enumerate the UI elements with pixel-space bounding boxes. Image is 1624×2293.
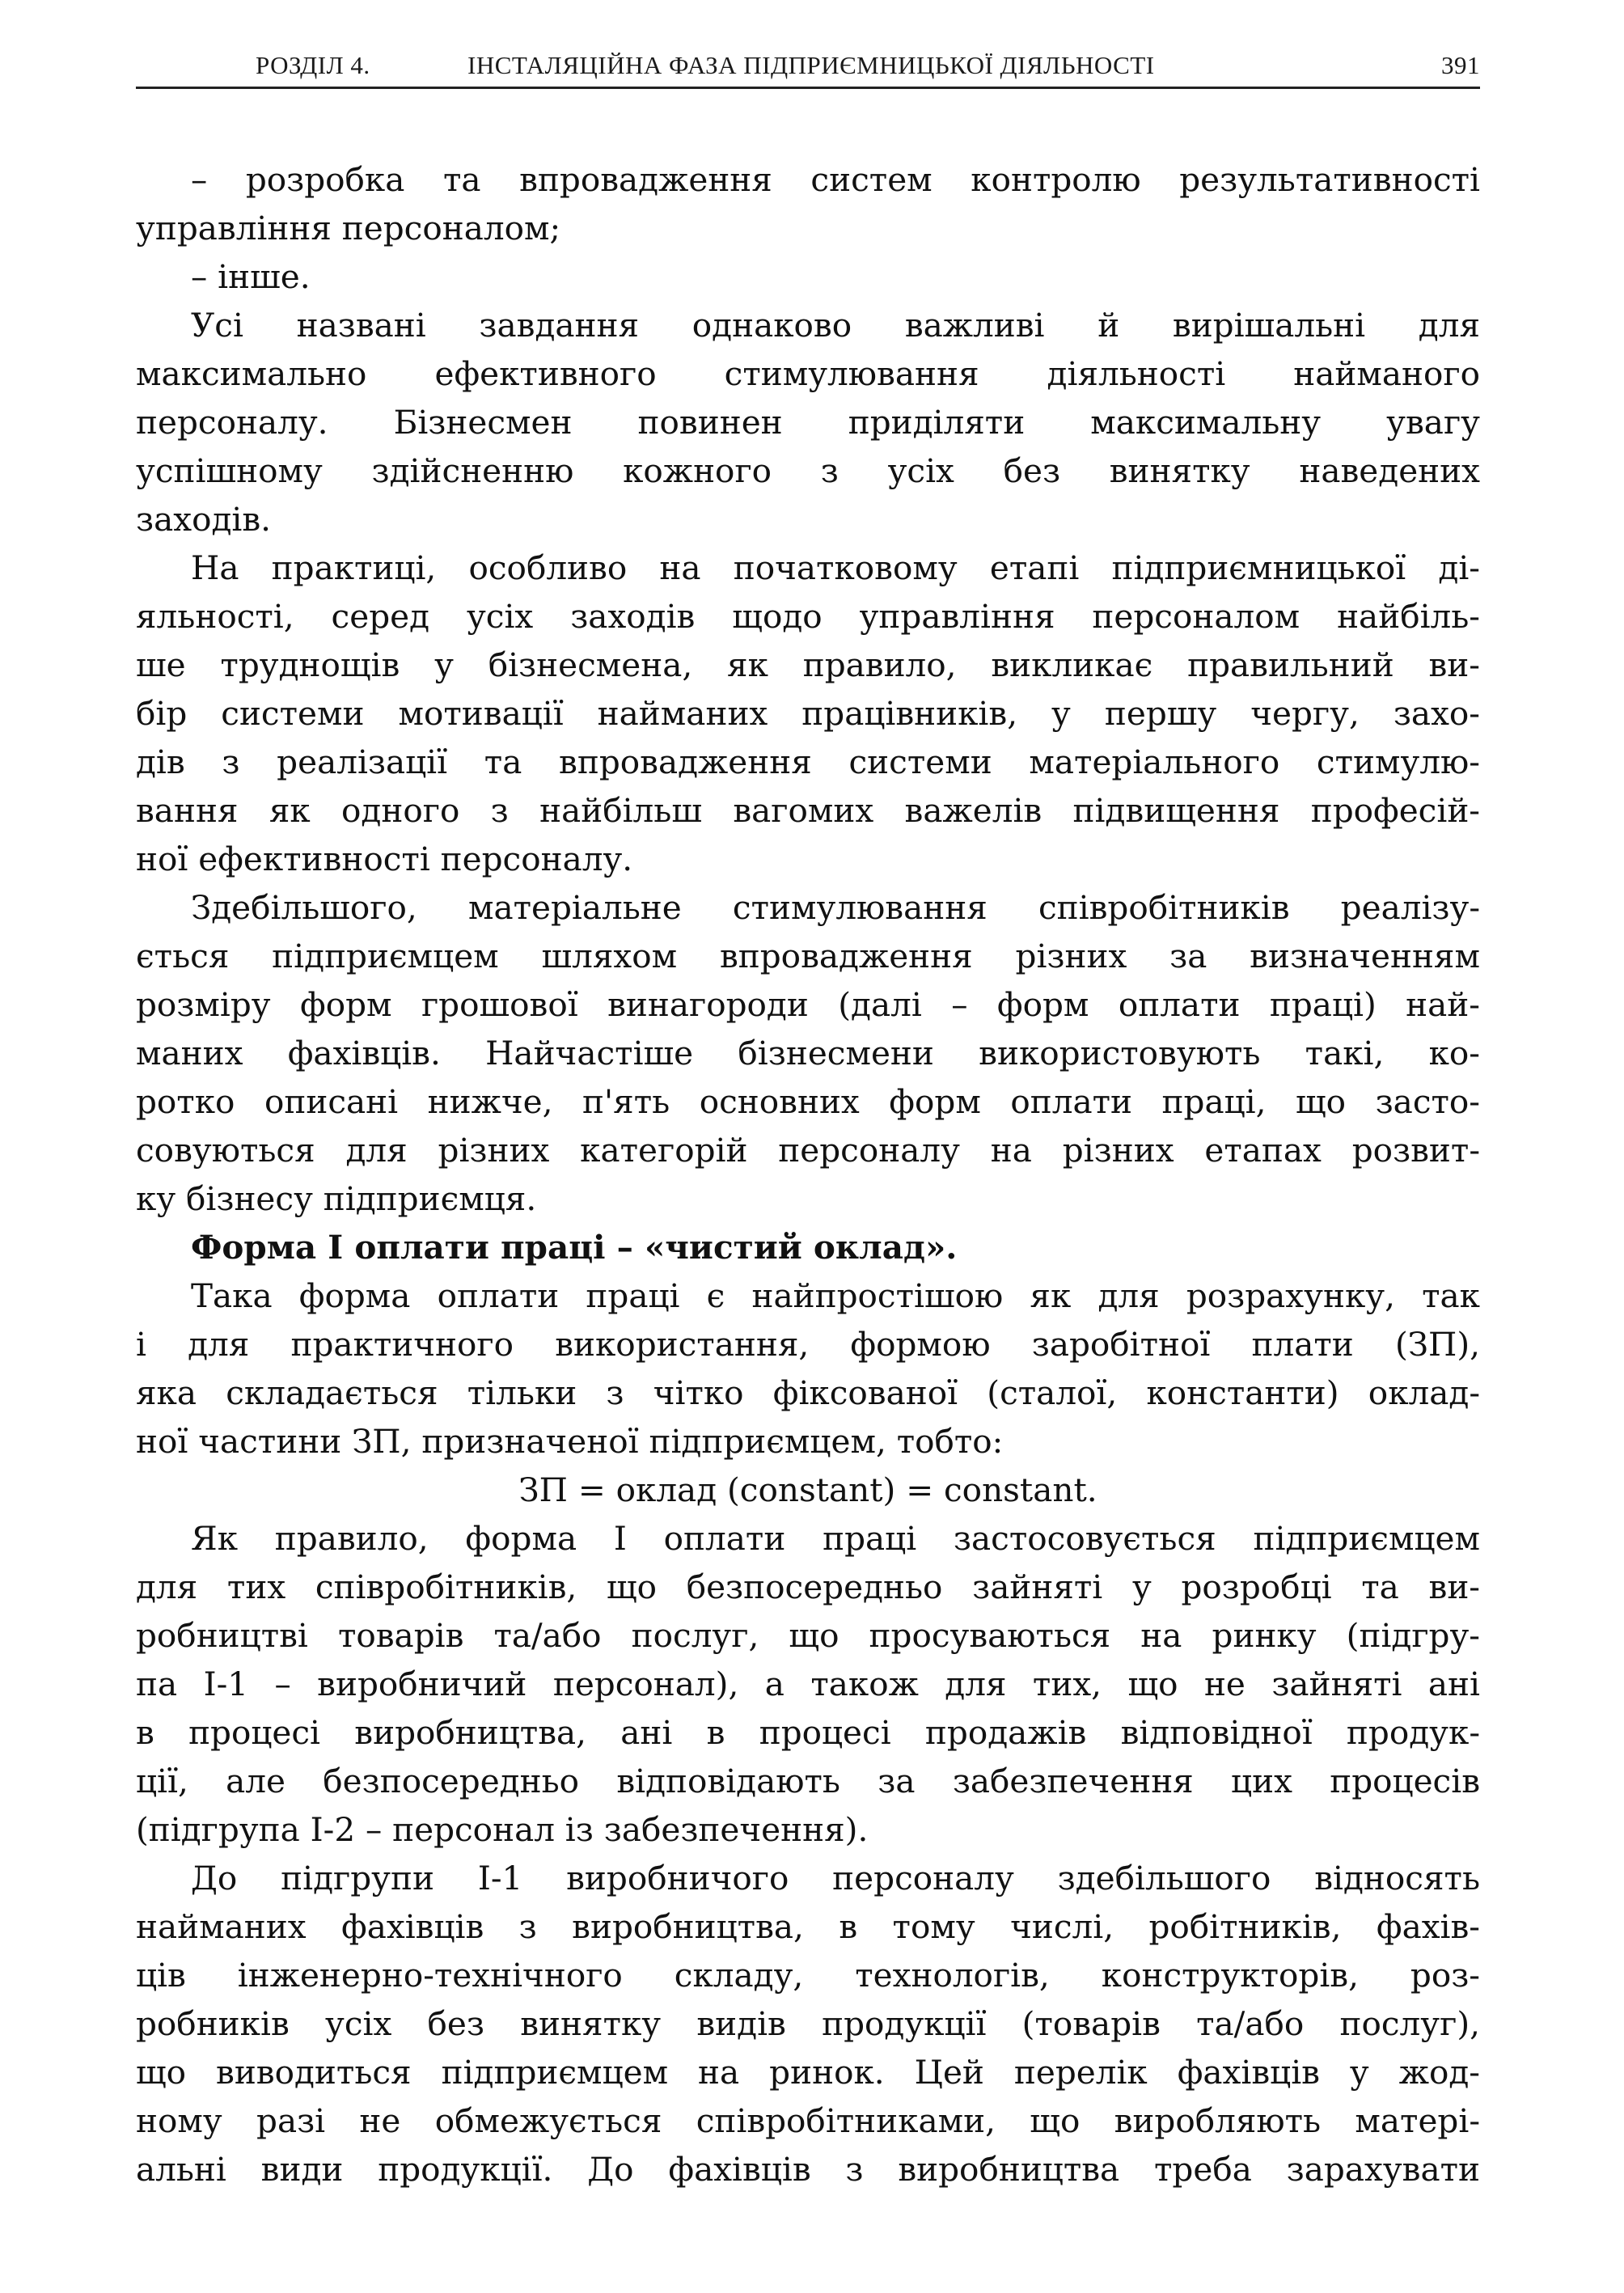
text-line: ється підприємцем шляхом впровадження різних за визначенням <box>136 937 1480 975</box>
text-line: Здебільшого, матеріальне стимулювання співробітників реалізу- <box>191 888 1480 927</box>
text-line: До підгрупи І-1 виробничого персоналу здебільшого відносять <box>191 1859 1480 1897</box>
section-heading <box>136 1223 1480 1271</box>
formula: ЗП = оклад (constant) = constant. <box>518 1470 1097 1509</box>
text-line: На практиці, особливо на початковому етапі підприємницької ді- <box>191 548 1480 587</box>
text-line: ції, але безпосередньо відповідають за забезпечення цих процесів <box>136 1762 1480 1800</box>
text-line: найманих фахівців з виробництва, в тому числі, робітників, фахів- <box>136 1907 1480 1946</box>
text-line: і для практичного використання, формою заробітної плати (ЗП), <box>136 1325 1480 1364</box>
text-line: дів з реалізації та впровадження системи матеріального стимулю- <box>136 742 1480 781</box>
text-line: (підгрупа І-2 – персонал із забезпечення). <box>136 1810 869 1849</box>
text-line: заходів. <box>136 500 272 539</box>
text-line: в процесі виробництва, ані в процесі продажів відповідної продук- <box>136 1713 1480 1752</box>
text-line: успішному здійсненню кожного з усіх без винятку наведених <box>136 451 1480 490</box>
page-number: 391 <box>1441 51 1480 79</box>
text-line: яльності, серед усіх заходів щодо управління персоналом найбіль- <box>136 597 1480 636</box>
text-line: управління персоналом; <box>136 209 561 247</box>
text-line: ротко описані нижче, п'ять основних форм оплати праці, що засто- <box>136 1082 1480 1121</box>
text-line: робництві товарів та/або послуг, що просуваються на ринку (підгру- <box>136 1616 1480 1655</box>
text-line: ше труднощів у бізнесмена, як правило, викликає правильний ви- <box>136 645 1480 684</box>
text-line: для тих співробітників, що безпосередньо зайняті у розробці та ви- <box>136 1567 1480 1606</box>
text-line: – розробка та впровадження систем контролю результативності <box>191 160 1480 199</box>
running-header <box>136 44 1480 89</box>
text-line: па І-1 – виробничий персонал), а також для тих, що не зайняті ані <box>136 1665 1480 1703</box>
text-line: вання як одного з найбільш вагомих важелів підвищення професій- <box>136 791 1480 830</box>
text-line: альні види продукції. До фахівців з виробництва треба зарахувати <box>136 2150 1480 2189</box>
text-line: ної частини ЗП, призначеної підприємцем, тобто: <box>136 1422 1004 1461</box>
text-line: розміру форм грошової винагороди (далі – форм оплати праці) най- <box>136 985 1480 1024</box>
text-line: ному разі не обмежується співробітниками, що виробляють матері- <box>136 2101 1480 2140</box>
text-line: що виводиться підприємцем на ринок. Цей перелік фахівців у жод- <box>136 2053 1480 2092</box>
text-line: ної ефективності персоналу. <box>136 840 633 878</box>
text-line: персоналу. Бізнесмен повинен приділяти максимальну увагу <box>136 403 1480 442</box>
header-section-label: РОЗДІЛ 4. <box>256 51 370 79</box>
text-line: маних фахівців. Найчастіше бізнесмени використовують такі, ко- <box>136 1034 1480 1072</box>
body-text <box>136 155 1480 2194</box>
section-heading-text: Форма І оплати праці – «чистий оклад». <box>191 1228 958 1267</box>
text-line: максимально ефективного стимулювання діяльності найманого <box>136 354 1480 393</box>
text-line: совуються для різних категорій персоналу на різних етапах розвит- <box>136 1131 1480 1170</box>
text-line: бір системи мотивації найманих працівників, у першу чергу, захо- <box>136 694 1480 733</box>
text-line: ців інженерно-технічного складу, технологів, конструкторів, роз- <box>136 1956 1480 1995</box>
text-line: Як правило, форма І оплати праці застосовується підприємцем <box>191 1519 1480 1558</box>
text-line: – інше. <box>191 257 311 296</box>
text-line: Усі названі завдання однаково важливі й вирішальні для <box>191 306 1480 345</box>
text-line: робників усіх без винятку видів продукції (товарів та/або послуг), <box>136 2004 1480 2043</box>
text-line: ку бізнесу підприємця. <box>136 1179 537 1218</box>
text-line: яка складається тільки з чітко фіксованої (сталої, константи) оклад- <box>136 1373 1480 1412</box>
text-line: Така форма оплати праці є найпростішою як для розрахунку, так <box>191 1276 1480 1315</box>
header-chapter-title: ІНСТАЛЯЦІЙНА ФАЗА ПІДПРИЄМНИЦЬКОЇ ДІЯЛЬНОСТІ <box>467 51 1155 79</box>
